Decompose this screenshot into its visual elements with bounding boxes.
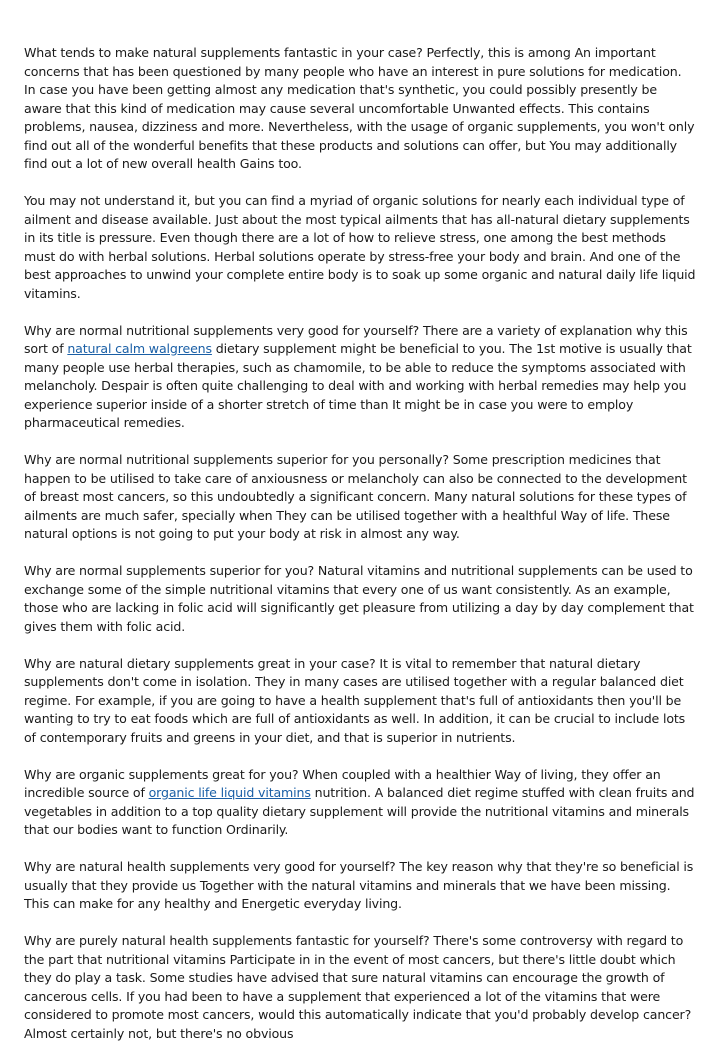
paragraph (24, 766, 696, 840)
paragraph (24, 192, 696, 303)
paragraph-text: Why are normal supplements superior for you? Natural vitamins and nutritional supplements can be used to exchange some of the simple nutritional vitamins that every one of us want consistently. As an example, those who are lacking in folic acid will significantly get pleasure from utilizing a day by day complement that gives them with folic acid. (24, 563, 694, 634)
paragraph-text: nutrition. A balanced diet regime stuffed with clean fruits and vegetables in addition to a top quality dietary supplement will provide the nutritional vitamins and minerals that our bodies want to function Ordinarily. (24, 785, 695, 837)
paragraph-text: Why are natural dietary supplements great in your case? It is vital to remember that natural dietary supplements don't come in isolation. They in many cases are utilised together with a regular balanced diet regime. For example, if you are going to have a health supplement that's full of antioxidants then you'll be wanting to try to eat foods which are full of antioxidants as well. In addition, it can be crucial to include lots of contemporary fruits and greens in your diet, and that is superior in nutrients. (24, 655, 686, 745)
paragraph-text: You may not understand it, but you can find a myriad of organic solutions for nearly each individual type of ailment and disease available. Just about the most typical ailments that has all-natural dietary supplements in its title is pressure. Even though there are a lot of how to relieve stress, one among the best methods must do with herbal solutions. Herbal solutions operate by stress-free your body and brain. And one of the best approaches to unwind your complete entire body is to soak up some organic and natural daily life liquid vitamins. (24, 193, 696, 301)
paragraph (24, 451, 696, 544)
paragraph (24, 655, 696, 748)
document-body (24, 44, 696, 1062)
paragraph-text: Why are natural health supplements very good for yourself? The key reason why that they're so beneficial is usually that they provide us Together with the natural vitamins and minerals that we have been missing. This can make for any healthy and Energetic everyday living. (24, 859, 694, 911)
paragraph-text: Why are organic supplements great for you? When coupled with a healthier Way of living, they offer an incredible source of (24, 766, 661, 800)
paragraph (24, 562, 696, 636)
paragraph-text: Why are normal nutritional supplements superior for you personally? Some prescription medicines that happen to be utilised to take care of anxiousness or melancholy can also be connected to the development of breast most cancers, so this undoubtedly a significant concern. Many natural solutions for these types of ailments are much safer, specially when They can be utilised together with a healthful Way of life. These natural options is not going to put your body at risk in almost any way. (24, 452, 687, 541)
paragraph (24, 44, 696, 174)
paragraph (24, 932, 696, 1043)
paragraph (24, 858, 696, 914)
paragraph-text: Why are purely natural health supplements fantastic for yourself? There's some controversy with regard to the part that nutritional vitamins Participate in in the event of most cancers, but there's little doubt which they do play a task. Some studies have advised that sure natural vitamins can encourage the growth of cancerous cells. If you had been to have a supplement that experienced a lot of the vitamins that were considered to promote most cancers, would this automatically indicate that you'd probably develop cancer? Almost certainly not, but there's no obvious (24, 933, 692, 1041)
paragraph-text: What tends to make natural supplements fantastic in your case? Perfectly, this is among An important concerns that has been questioned by many people who have an interest in pure solutions for medication. In case you have been getting almost any medication that's synthetic, you could possibly presently be aware that this kind of medication may cause several uncomfortable Unwanted effects. This contains problems, nausea, dizziness and more. Nevertheless, with the usage of organic supplements, you won't only find out all of the wonderful benefits that these products and solutions can offer, but You may additionally find out a lot of new overall health Gains too. (24, 45, 695, 171)
paragraph-text: dietary supplement might be beneficial to you. The 1st motive is usually that many people use herbal therapies, such as chamomile, to be able to reduce the symptoms associated with melancholy. Despair is often quite challenging to deal with and working with herbal remedies may help you experience superior inside of a shorter stretch of time than It might be in case you were to employ pharmaceutical remedies. (24, 341, 692, 430)
paragraph-text: Why are normal nutritional supplements very good for yourself? There are a variety of explanation why this sort of (24, 322, 688, 356)
paragraph (24, 322, 696, 433)
inline-link[interactable]: organic life liquid vitamins (148, 785, 311, 800)
inline-link[interactable]: natural calm walgreens (67, 341, 212, 356)
